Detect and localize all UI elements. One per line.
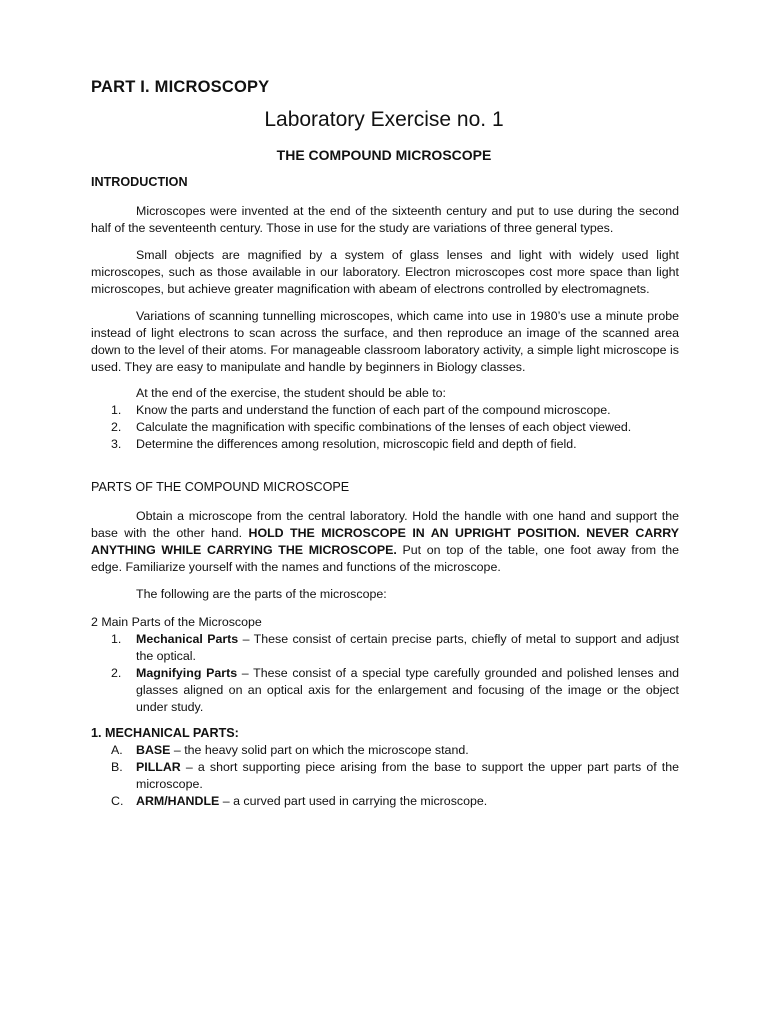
parts-heading: PARTS OF THE COMPOUND MICROSCOPE — [91, 480, 350, 494]
list-number: 1. — [111, 403, 122, 417]
list-item — [91, 631, 679, 665]
list-item — [91, 665, 679, 716]
list-item-term: Mechanical Parts — [136, 632, 239, 646]
list-item — [91, 419, 679, 436]
list-item-text: – the heavy solid part on which the microscope stand. — [170, 743, 469, 757]
list-item-term: BASE — [136, 743, 171, 757]
list-number: 3. — [111, 437, 122, 451]
intro-paragraph-1: Microscopes were invented at the end of the sixteenth century and put to use during the second half of the seventeenth century. Those in use for the study are variations of three general types. — [91, 204, 679, 235]
list-letter: B. — [111, 760, 123, 774]
intro-paragraph-2: Small objects are magnified by a system of glass lenses and light with widely used light microscopes, such as those available in our laboratory. Electron microscopes cost more space than light microscopes, but achieve greater magnification with abeam of electrons controlled by electromagnets. — [91, 248, 679, 296]
parts-paragraph-1-a: Obtain a microscope from the central laboratory. Hold the handle with one hand and support the base with the other hand. — [91, 509, 679, 540]
part-heading: PART I. MICROSCOPY — [91, 78, 270, 96]
parts-paragraph-2: The following are the parts of the microscope: — [136, 587, 387, 601]
intro-paragraph-4: At the end of the exercise, the student should be able to: — [136, 386, 446, 400]
parts-paragraph-1-c: Put on top of the table, one foot away from the edge. Familiarize yourself with the names and functions of the microscope. — [91, 543, 679, 574]
document-body — [91, 174, 679, 810]
list-letter: C. — [111, 794, 124, 808]
exercise-subtitle: THE COMPOUND MICROSCOPE — [276, 147, 492, 163]
parts-paragraph-3: 2 Main Parts of the Microscope — [91, 615, 262, 629]
list-item — [91, 436, 679, 453]
list-item-text: – These consist of a special type carefully grounded and polished lenses and glasses aligned on an optical axis for the enlargement and focusing of the image or the object under study. — [136, 666, 679, 714]
list-item-text: – These consist of certain precise parts, chiefly of metal to support and adjust the optical. — [136, 632, 679, 663]
intro-paragraph-3: Variations of scanning tunnelling microscopes, which came into use in 1980’s use a minute probe instead of light electrons to scan across the surface, and then reproduce an image of the scanned area down to the level of their atoms. For manageable classroom laboratory activity, a simple light microscope is used. They are easy to manipulate and handle by beginners in Biology classes. — [91, 309, 679, 374]
parts-paragraph-1 — [91, 508, 679, 576]
list-item — [91, 402, 679, 419]
list-item-text: Determine the differences among resolution, microscopic field and depth of field. — [136, 437, 577, 451]
list-item — [91, 742, 679, 759]
list-item-text: – a short supporting piece arising from the base to support the upper part parts of the microscope. — [136, 760, 679, 791]
list-item-text: – a curved part used in carrying the microscope. — [219, 794, 488, 808]
mechanical-parts-list — [91, 742, 679, 810]
list-number: 2. — [111, 666, 122, 680]
list-item-term: ARM/HANDLE — [136, 794, 220, 808]
exercise-title: Laboratory Exercise no. 1 — [264, 108, 504, 131]
list-item-term: PILLAR — [136, 760, 181, 774]
list-item-term: Magnifying Parts — [136, 666, 238, 680]
objectives-list — [91, 402, 679, 453]
main-parts-list — [91, 631, 679, 716]
list-number: 1. — [111, 632, 122, 646]
list-number: 2. — [111, 420, 122, 434]
list-item-text: Calculate the magnification with specific combinations of the lenses of each object viewed. — [136, 420, 632, 434]
warning-text: HOLD THE MICROSCOPE IN AN UPRIGHT POSITION. NEVER CARRY ANYTHING WHILE CARRYING THE MICROSCOPE. — [91, 526, 680, 557]
list-item-text: Know the parts and understand the function of each part of the compound microscope. — [136, 403, 611, 417]
introduction-heading: INTRODUCTION — [91, 175, 188, 189]
list-item — [91, 793, 679, 810]
list-letter: A. — [111, 743, 123, 757]
list-item — [91, 759, 679, 793]
mechanical-parts-heading: 1. MECHANICAL PARTS: — [91, 726, 239, 740]
